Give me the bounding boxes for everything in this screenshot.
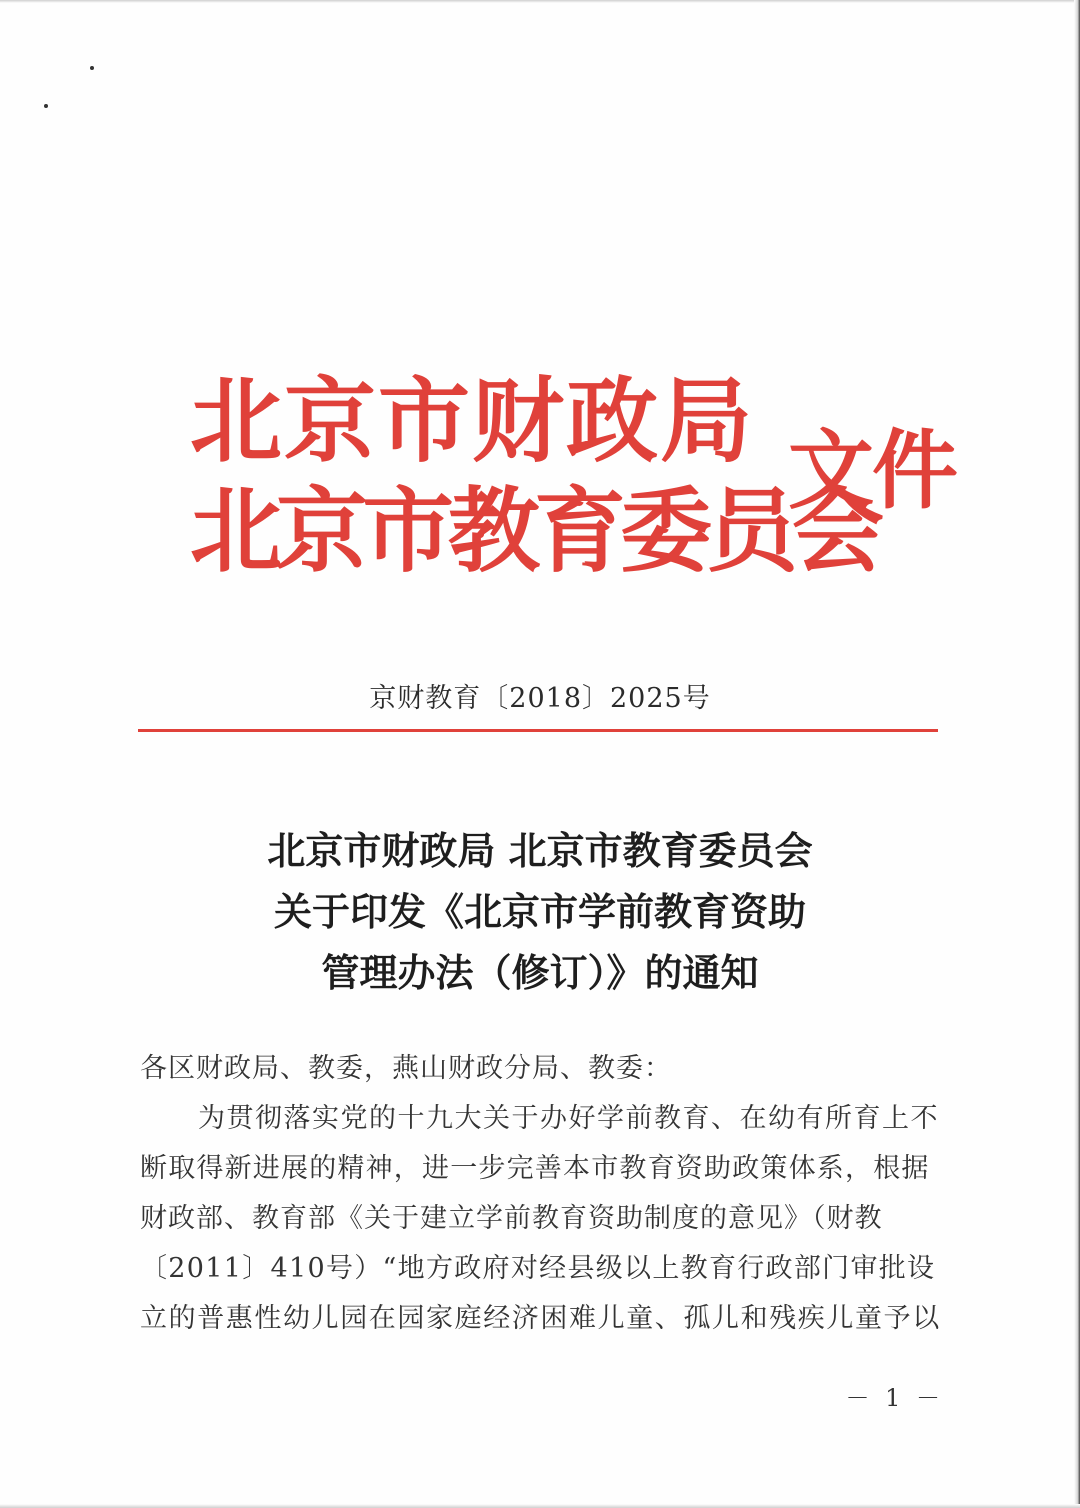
scan-speck bbox=[44, 104, 48, 108]
scan-edge-right bbox=[1074, 0, 1080, 1508]
title-line-2: 关于印发《北京市学前教育资助 bbox=[273, 889, 806, 934]
salutation: 各区财政局、教委，燕山财政分局、教委： bbox=[140, 1053, 672, 1084]
body-line: 为贯彻落实党的十九大关于办好学前教育、在幼有所育上不 bbox=[198, 1103, 939, 1134]
title-line-3: 管理办法（修订）》的通知 bbox=[321, 950, 759, 995]
masthead-document-label: 文件 bbox=[788, 420, 956, 521]
document-body bbox=[140, 1044, 950, 1344]
document-number: 京财教育〔2018〕2025号 bbox=[369, 683, 711, 714]
scan-speck bbox=[90, 66, 94, 70]
page-number: － 1 － bbox=[845, 1384, 944, 1412]
scan-edge-top bbox=[0, 0, 1080, 3]
document-title bbox=[0, 820, 1080, 1003]
masthead-issuer-2: 北京市教育委员会 bbox=[190, 477, 879, 585]
body-line: 断取得新进展的精神，进一步完善本市教育资助政策体系，根据 bbox=[140, 1153, 930, 1184]
red-masthead bbox=[190, 360, 956, 600]
masthead-issuer-1: 北京市财政局 bbox=[190, 367, 755, 475]
scan-edge-bottom bbox=[0, 1504, 1080, 1508]
body-line: 立的普惠性幼儿园在园家庭经济困难儿童、孤儿和残疾儿童予以 bbox=[140, 1303, 941, 1334]
body-line: 〔2011〕410号）“地方政府对经县级以上教育行政部门审批设 bbox=[140, 1253, 936, 1284]
body-line: 财政部、教育部《关于建立学前教育资助制度的意见》（财教 bbox=[140, 1203, 883, 1234]
title-line-1: 北京市财政局 北京市教育委员会 bbox=[267, 828, 813, 873]
red-separator-line bbox=[138, 729, 938, 732]
